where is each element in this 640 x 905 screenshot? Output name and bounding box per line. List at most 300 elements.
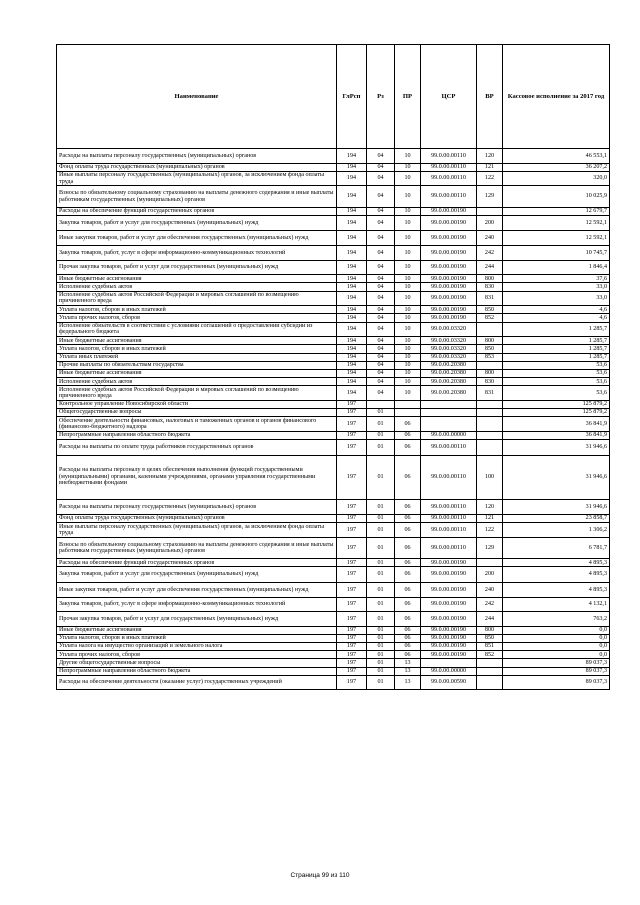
cell-rz: 04 [367, 171, 395, 186]
cell-glrsp: 197 [337, 626, 367, 634]
cell-pr: 06 [395, 626, 421, 634]
cell-csr: 99.0.00.20380 [421, 378, 477, 386]
cell-csr: 99.0.00.00190 [421, 246, 477, 261]
cell-csr: 99.0.00.00190 [421, 231, 477, 246]
cell-pr: 10 [395, 246, 421, 261]
cell-glrsp: 197 [337, 455, 367, 499]
cell-vr [477, 361, 503, 369]
cell-amount: 4 895,3 [503, 559, 610, 567]
cell-name: Уплата налога на имущество организаций и земельного налога [57, 643, 337, 651]
cell-rz [367, 400, 395, 408]
cell-csr: 99.0.00.00190 [421, 306, 477, 314]
cell-name: Исполнение обязательств в соответствии с условиями соглашений о предоставлении субсидии из федерального бюджета [57, 322, 337, 337]
page-number: Страница 99 из 110 [290, 872, 350, 879]
cell-glrsp: 194 [337, 345, 367, 353]
cell-rz: 04 [367, 215, 395, 231]
cell-rz: 01 [367, 409, 395, 417]
cell-rz: 04 [367, 186, 395, 207]
table-row [57, 275, 610, 283]
cell-vr [477, 400, 503, 408]
cell-name: Исполнение судебных актов [57, 378, 337, 386]
cell-vr [477, 667, 503, 675]
cell-vr: 800 [477, 275, 503, 283]
cell-glrsp: 194 [337, 260, 367, 275]
table-row [57, 559, 610, 567]
cell-name: Иные закупки товаров, работ и услуг для обеспечения государственных (муниципальных) нужд [57, 582, 337, 597]
header-pr: ПР [395, 45, 421, 149]
cell-name: Закупка товаров, работ, услуг в сфере информационно-коммуникационных технологий [57, 597, 337, 612]
cell-name: Непрограммные направления областного бюджета [57, 667, 337, 675]
cell-glrsp: 197 [337, 597, 367, 612]
table-row [57, 378, 610, 386]
cell-amount: 10 745,7 [503, 246, 610, 261]
cell-rz: 04 [367, 322, 395, 337]
cell-amount: 46 553,1 [503, 149, 610, 164]
cell-pr: 06 [395, 440, 421, 456]
table-row [57, 186, 610, 207]
cell-csr: 99.0.00.00110 [421, 186, 477, 207]
cell-vr: 200 [477, 215, 503, 231]
table-row [57, 231, 610, 246]
cell-name: Расходы на выплаты персоналу государственных (муниципальных) органов [57, 149, 337, 164]
cell-glrsp: 197 [337, 675, 367, 690]
cell-name: Непрограммные направления областного бюджета [57, 431, 337, 439]
cell-rz: 01 [367, 651, 395, 659]
cell-name: Фонд оплаты труда государственных (муниципальных) органов [57, 163, 337, 171]
cell-amount: 4,6 [503, 306, 610, 314]
cell-name: Уплата налогов, сборов и иных платежей [57, 345, 337, 353]
cell-vr: 800 [477, 626, 503, 634]
cell-vr: 129 [477, 537, 503, 558]
cell-glrsp: 197 [337, 409, 367, 417]
cell-csr: 99.0.00.00110 [421, 440, 477, 456]
cell-csr: 99.0.00.00190 [421, 597, 477, 612]
cell-glrsp: 194 [337, 171, 367, 186]
table-row [57, 634, 610, 642]
table-body [57, 149, 610, 690]
cell-name: Расходы на обеспечение деятельности (оказание услуг) государственных учреждений [57, 675, 337, 690]
cell-pr: 06 [395, 567, 421, 583]
cell-rz: 04 [367, 149, 395, 164]
cell-amount: 36 841,9 [503, 431, 610, 439]
table-row [57, 431, 610, 439]
cell-rz: 01 [367, 499, 395, 515]
cell-pr: 10 [395, 163, 421, 171]
cell-glrsp: 197 [337, 567, 367, 583]
cell-rz: 01 [367, 597, 395, 612]
cell-glrsp: 194 [337, 207, 367, 215]
cell-amount: 36 841,9 [503, 417, 610, 432]
cell-rz: 04 [367, 275, 395, 283]
cell-csr: 99.0.00.00000 [421, 667, 477, 675]
cell-csr: 99.0.00.00590 [421, 675, 477, 690]
cell-amount: 89 037,3 [503, 675, 610, 690]
cell-name: Прочая закупка товаров, работ и услуг для государственных (муниципальных) нужд [57, 612, 337, 627]
cell-glrsp: 194 [337, 231, 367, 246]
table-row [57, 246, 610, 261]
table-row [57, 499, 610, 515]
table-row [57, 283, 610, 291]
cell-pr: 10 [395, 353, 421, 361]
cell-rz: 04 [367, 283, 395, 291]
cell-amount: 1 285,7 [503, 353, 610, 361]
cell-csr [421, 409, 477, 417]
table-row [57, 417, 610, 432]
cell-rz: 01 [367, 559, 395, 567]
cell-glrsp: 194 [337, 215, 367, 231]
cell-glrsp: 197 [337, 440, 367, 456]
cell-glrsp: 197 [337, 659, 367, 667]
cell-rz: 01 [367, 612, 395, 627]
cell-pr: 10 [395, 207, 421, 215]
cell-rz: 01 [367, 523, 395, 538]
cell-csr: 99.0.00.00190 [421, 567, 477, 583]
cell-pr: 06 [395, 455, 421, 499]
cell-amount: 1 285,7 [503, 337, 610, 345]
cell-pr: 10 [395, 149, 421, 164]
cell-vr: 831 [477, 386, 503, 401]
cell-csr: 99.0.00.00190 [421, 283, 477, 291]
cell-csr: 99.0.00.03320 [421, 345, 477, 353]
cell-name: Общегосударственные вопросы [57, 409, 337, 417]
cell-rz: 01 [367, 634, 395, 642]
cell-rz: 04 [367, 291, 395, 306]
header-vr: ВР [477, 45, 503, 149]
cell-rz: 01 [367, 626, 395, 634]
cell-name: Обеспечение деятельности финансовых, налоговых и таможенных органов и органов финансового (финансово-бюджетного) надзора [57, 417, 337, 432]
cell-glrsp: 197 [337, 559, 367, 567]
table-row [57, 523, 610, 538]
cell-csr: 99.0.00.03320 [421, 337, 477, 345]
cell-vr: 100 [477, 455, 503, 499]
cell-rz: 04 [367, 260, 395, 275]
cell-rz: 04 [367, 246, 395, 261]
cell-amount: 10 025,9 [503, 186, 610, 207]
cell-csr: 99.0.00.00110 [421, 149, 477, 164]
cell-amount: 4 132,1 [503, 597, 610, 612]
table-row [57, 215, 610, 231]
cell-name: Уплата прочих налогов, сборов [57, 651, 337, 659]
cell-vr: 120 [477, 499, 503, 515]
cell-pr [395, 409, 421, 417]
cell-csr: 99.0.00.00110 [421, 515, 477, 523]
cell-csr [421, 400, 477, 408]
cell-vr: 122 [477, 523, 503, 538]
table-row [57, 626, 610, 634]
cell-rz: 01 [367, 537, 395, 558]
cell-pr: 10 [395, 314, 421, 322]
cell-rz: 01 [367, 455, 395, 499]
cell-glrsp: 197 [337, 612, 367, 627]
table-row [57, 291, 610, 306]
cell-amount: 320,0 [503, 171, 610, 186]
table-row [57, 675, 610, 690]
cell-pr: 13 [395, 675, 421, 690]
table-row [57, 353, 610, 361]
cell-vr: 852 [477, 314, 503, 322]
cell-rz: 01 [367, 659, 395, 667]
cell-csr: 99.0.00.00110 [421, 163, 477, 171]
cell-name: Взносы по обязательному социальному страхованию на выплаты денежного содержания и иные выплаты работникам государственных (муниципальных) органов [57, 537, 337, 558]
cell-rz: 01 [367, 567, 395, 583]
cell-rz: 04 [367, 207, 395, 215]
cell-pr: 06 [395, 431, 421, 439]
cell-rz: 01 [367, 417, 395, 432]
cell-rz: 04 [367, 353, 395, 361]
cell-pr: 06 [395, 634, 421, 642]
cell-rz: 01 [367, 440, 395, 456]
cell-rz: 04 [367, 337, 395, 345]
cell-name: Расходы на выплаты персоналу государственных (муниципальных) органов [57, 499, 337, 515]
cell-csr: 99.0.00.00190 [421, 643, 477, 651]
cell-rz: 04 [367, 378, 395, 386]
cell-pr: 10 [395, 306, 421, 314]
cell-amount: 33,0 [503, 283, 610, 291]
cell-pr: 10 [395, 369, 421, 377]
cell-amount: 4,6 [503, 314, 610, 322]
cell-rz: 01 [367, 515, 395, 523]
cell-csr: 99.0.00.00190 [421, 626, 477, 634]
cell-vr: 800 [477, 337, 503, 345]
cell-vr: 800 [477, 369, 503, 377]
cell-vr: 830 [477, 378, 503, 386]
cell-amount: 53,6 [503, 386, 610, 401]
cell-pr: 06 [395, 582, 421, 597]
cell-vr [477, 322, 503, 337]
cell-amount: 89 037,3 [503, 667, 610, 675]
cell-glrsp: 197 [337, 515, 367, 523]
cell-pr: 06 [395, 523, 421, 538]
cell-pr [395, 400, 421, 408]
table-row [57, 440, 610, 456]
cell-amount: 31 946,6 [503, 455, 610, 499]
cell-glrsp: 194 [337, 246, 367, 261]
cell-name: Иные бюджетные ассигнования [57, 369, 337, 377]
cell-csr: 99.0.00.00190 [421, 582, 477, 597]
cell-rz: 01 [367, 431, 395, 439]
cell-vr: 853 [477, 353, 503, 361]
cell-amount: 53,6 [503, 369, 610, 377]
cell-vr: 851 [477, 643, 503, 651]
cell-name: Контрольное управление Новосибирской области [57, 400, 337, 408]
cell-name: Иные бюджетные ассигнования [57, 337, 337, 345]
cell-pr: 10 [395, 260, 421, 275]
cell-amount: 0,0 [503, 643, 610, 651]
cell-amount: 36 207,2 [503, 163, 610, 171]
cell-pr: 06 [395, 559, 421, 567]
cell-name: Расходы на обеспечение функций государственных органов [57, 207, 337, 215]
cell-rz: 01 [367, 582, 395, 597]
cell-name: Расходы на обеспечение функций государственных органов [57, 559, 337, 567]
cell-name: Иные бюджетные ассигнования [57, 275, 337, 283]
cell-glrsp: 194 [337, 163, 367, 171]
cell-vr [477, 659, 503, 667]
cell-glrsp: 197 [337, 582, 367, 597]
cell-name: Иные выплаты персоналу государственных (муниципальных) органов, за исключением фонда оплаты труда [57, 523, 337, 538]
cell-name: Исполнение судебных актов Российской Федерации и мировых соглашений по возмещению причиненного вреда [57, 386, 337, 401]
cell-csr: 99.0.00.00190 [421, 634, 477, 642]
cell-vr [477, 431, 503, 439]
cell-pr: 10 [395, 378, 421, 386]
cell-vr: 242 [477, 246, 503, 261]
table-row [57, 651, 610, 659]
cell-amount: 37,6 [503, 275, 610, 283]
cell-name: Уплата налогов, сборов и иных платежей [57, 634, 337, 642]
cell-csr: 99.0.00.00190 [421, 275, 477, 283]
cell-glrsp: 197 [337, 643, 367, 651]
cell-name: Иные выплаты персоналу государственных (муниципальных) органов, за исключением фонда оплаты труда [57, 171, 337, 186]
cell-pr: 10 [395, 186, 421, 207]
budget-table [56, 44, 610, 690]
cell-vr: 120 [477, 149, 503, 164]
cell-rz: 01 [367, 675, 395, 690]
cell-name: Прочая закупка товаров, работ и услуг для государственных (муниципальных) нужд [57, 260, 337, 275]
cell-csr: 99.0.00.00110 [421, 455, 477, 499]
cell-vr [477, 409, 503, 417]
cell-pr: 10 [395, 231, 421, 246]
cell-rz: 04 [367, 345, 395, 353]
cell-vr: 200 [477, 567, 503, 583]
cell-glrsp: 197 [337, 499, 367, 515]
cell-vr: 244 [477, 612, 503, 627]
cell-pr: 06 [395, 515, 421, 523]
cell-csr [421, 417, 477, 432]
cell-amount: 0,0 [503, 626, 610, 634]
cell-vr: 831 [477, 291, 503, 306]
cell-amount: 763,2 [503, 612, 610, 627]
table-row [57, 322, 610, 337]
cell-amount: 23 858,7 [503, 515, 610, 523]
cell-pr: 13 [395, 659, 421, 667]
cell-amount: 4 895,3 [503, 567, 610, 583]
cell-pr: 10 [395, 171, 421, 186]
cell-vr: 129 [477, 186, 503, 207]
cell-csr: 99.0.00.00190 [421, 314, 477, 322]
cell-amount: 33,0 [503, 291, 610, 306]
cell-glrsp: 197 [337, 400, 367, 408]
cell-pr: 10 [395, 291, 421, 306]
cell-name: Исполнение судебных актов Российской Федерации и мировых соглашений по возмещению причиненного вреда [57, 291, 337, 306]
table-header-row [57, 45, 610, 149]
table-row [57, 659, 610, 667]
cell-name: Уплата прочих налогов, сборов [57, 314, 337, 322]
cell-glrsp: 197 [337, 417, 367, 432]
cell-csr: 99.0.00.00190 [421, 215, 477, 231]
cell-amount: 4 895,3 [503, 582, 610, 597]
cell-name: Иные закупки товаров, работ и услуг для обеспечения государственных (муниципальных) нужд [57, 231, 337, 246]
cell-name: Фонд оплаты труда государственных (муниципальных) органов [57, 515, 337, 523]
cell-amount: 1 285,7 [503, 345, 610, 353]
table-row [57, 361, 610, 369]
cell-rz: 04 [367, 163, 395, 171]
cell-glrsp: 197 [337, 537, 367, 558]
cell-glrsp: 194 [337, 283, 367, 291]
table-row [57, 643, 610, 651]
cell-csr: 99.0.00.00110 [421, 499, 477, 515]
cell-rz: 04 [367, 361, 395, 369]
cell-vr: 850 [477, 306, 503, 314]
cell-pr: 06 [395, 597, 421, 612]
cell-glrsp: 194 [337, 386, 367, 401]
cell-rz: 04 [367, 369, 395, 377]
cell-name: Расходы на выплаты персоналу в целях обеспечения выполнения функций государственными (муниципальными) органами, казенными учреждениями, органами управления государственными внебюджетными фондами [57, 455, 337, 499]
cell-csr: 99.0.00.20380 [421, 386, 477, 401]
table-row [57, 163, 610, 171]
cell-vr: 122 [477, 171, 503, 186]
cell-amount: 53,6 [503, 378, 610, 386]
cell-vr: 850 [477, 634, 503, 642]
cell-amount: 125 879,2 [503, 400, 610, 408]
cell-vr [477, 440, 503, 456]
table-row [57, 515, 610, 523]
cell-glrsp: 194 [337, 291, 367, 306]
table-row [57, 409, 610, 417]
cell-pr: 06 [395, 417, 421, 432]
table-row [57, 455, 610, 499]
cell-rz: 04 [367, 306, 395, 314]
cell-pr: 10 [395, 386, 421, 401]
cell-name: Исполнение судебных актов [57, 283, 337, 291]
cell-pr: 10 [395, 275, 421, 283]
cell-pr: 06 [395, 499, 421, 515]
cell-amount: 12 679,7 [503, 207, 610, 215]
cell-name: Прочие выплаты по обязательствам государства [57, 361, 337, 369]
table-row [57, 597, 610, 612]
table-row [57, 369, 610, 377]
cell-glrsp: 197 [337, 634, 367, 642]
cell-glrsp: 197 [337, 431, 367, 439]
table-row [57, 400, 610, 408]
cell-amount: 89 037,3 [503, 659, 610, 667]
cell-name: Взносы по обязательному социальному страхованию на выплаты денежного содержания и иные выплаты работникам государственных (муниципальных) органов [57, 186, 337, 207]
cell-name: Закупка товаров, работ и услуг для государственных (муниципальных) нужд [57, 215, 337, 231]
cell-glrsp: 197 [337, 651, 367, 659]
cell-glrsp: 194 [337, 322, 367, 337]
table-row [57, 612, 610, 627]
cell-vr: 121 [477, 515, 503, 523]
cell-name: Закупка товаров, работ и услуг для государственных (муниципальных) нужд [57, 567, 337, 583]
cell-glrsp: 194 [337, 306, 367, 314]
cell-vr: 850 [477, 345, 503, 353]
cell-csr: 99.0.00.00110 [421, 171, 477, 186]
header-amount: Кассовое исполнение за 2017 год [503, 45, 610, 149]
cell-amount: 6 781,7 [503, 537, 610, 558]
cell-rz: 04 [367, 231, 395, 246]
cell-csr [421, 659, 477, 667]
table-row [57, 537, 610, 558]
cell-csr: 99.0.00.00190 [421, 207, 477, 215]
cell-amount: 1 846,4 [503, 260, 610, 275]
cell-csr: 99.0.00.20380 [421, 369, 477, 377]
cell-amount: 0,0 [503, 651, 610, 659]
cell-pr: 10 [395, 283, 421, 291]
cell-csr: 99.0.00.20380 [421, 361, 477, 369]
table-row [57, 345, 610, 353]
cell-amount: 12 592,1 [503, 215, 610, 231]
cell-vr: 830 [477, 283, 503, 291]
cell-csr: 99.0.00.00110 [421, 523, 477, 538]
table-row [57, 260, 610, 275]
cell-vr: 242 [477, 597, 503, 612]
cell-pr: 06 [395, 651, 421, 659]
cell-pr: 10 [395, 361, 421, 369]
cell-csr: 99.0.00.00190 [421, 291, 477, 306]
table-row [57, 667, 610, 675]
table-row [57, 567, 610, 583]
table-row [57, 171, 610, 186]
cell-name: Другие общегосударственные вопросы [57, 659, 337, 667]
table-row [57, 306, 610, 314]
